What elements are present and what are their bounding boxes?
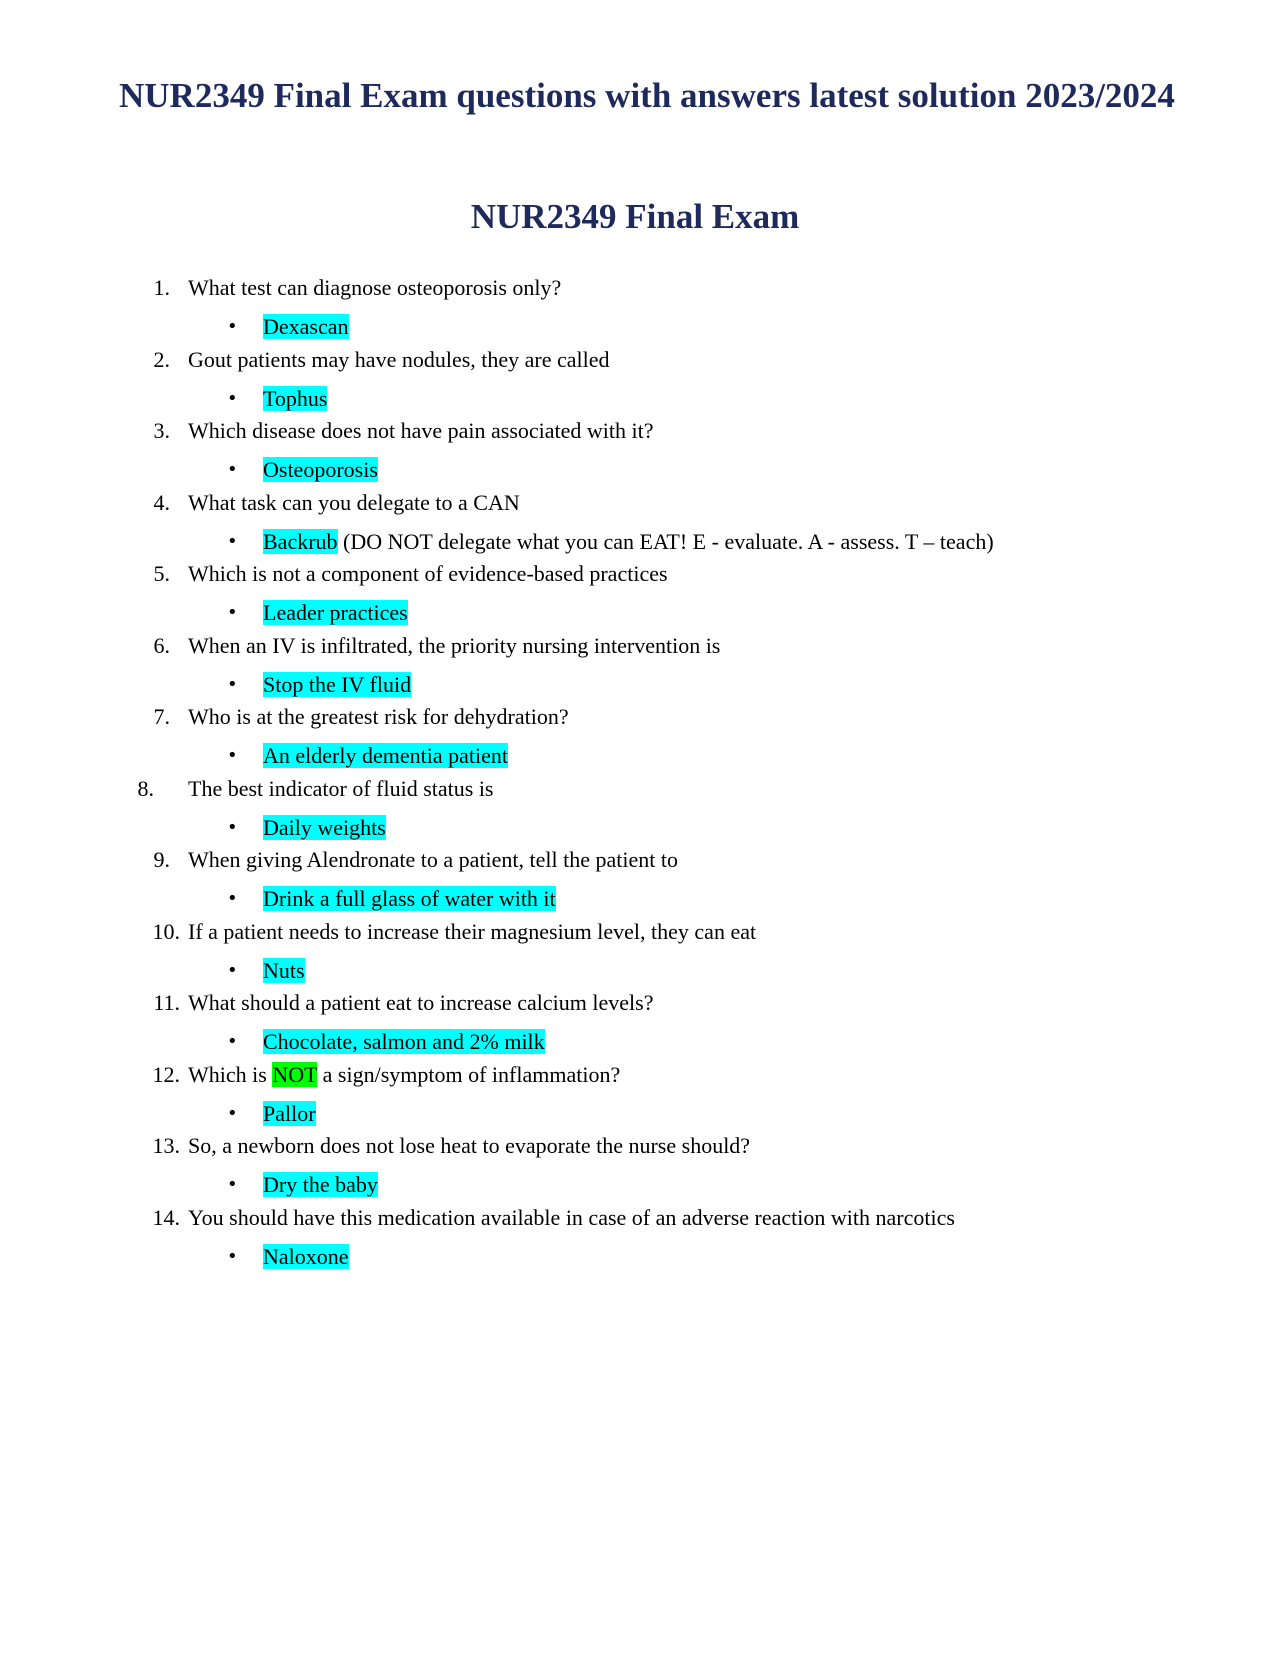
answer-line [263, 457, 378, 483]
answer-highlight: Naloxone [263, 1244, 349, 1269]
answer-highlight: Dexascan [263, 314, 349, 339]
question-text [188, 1062, 620, 1088]
question-text: What test can diagnose osteoporosis only? [188, 275, 562, 300]
answer-highlight: Dry the baby [263, 1172, 378, 1197]
answer-line [263, 1172, 378, 1198]
question-number: 7. [153, 704, 170, 729]
answer-line [263, 314, 349, 340]
bullet-icon: • [227, 674, 238, 695]
answer-highlight: Stop the IV fluid [263, 672, 412, 697]
question-number: 12. [152, 1062, 180, 1087]
answer-line [263, 1244, 349, 1270]
question-number: 11. [153, 990, 180, 1015]
bullet-icon: • [227, 1031, 238, 1052]
answer-line [263, 743, 508, 769]
answer-highlight: Nuts [263, 958, 305, 983]
answer-line [263, 386, 327, 412]
question-text: What should a patient eat to increase calcium levels? [188, 990, 654, 1015]
question-number: 10. [152, 919, 180, 944]
question-text: Gout patients may have nodules, they are called [188, 347, 610, 372]
question-number: 4. [153, 490, 170, 515]
question-number: 9. [153, 847, 170, 872]
question-text-part: Which is [188, 1062, 267, 1087]
bullet-icon: • [227, 817, 238, 838]
question-text: You should have this medication available in case of an adverse reaction with narcotics [188, 1205, 955, 1230]
bullet-icon: • [227, 1246, 238, 1267]
question-text: When an IV is infiltrated, the priority nursing intervention is [188, 633, 721, 658]
answer-highlight: Drink a full glass of water with it [263, 886, 556, 911]
answer-highlight: Osteoporosis [263, 457, 378, 482]
question-text: What task can you delegate to a CAN [188, 490, 520, 515]
bullet-icon: • [227, 888, 238, 909]
answer-line [263, 600, 408, 626]
answer-highlight: Daily weights [263, 815, 386, 840]
bullet-icon: • [227, 388, 238, 409]
answer-line [263, 1101, 316, 1127]
answer-highlight: Backrub [263, 529, 338, 554]
question-number: 1. [153, 275, 170, 300]
document-title: NUR2349 Final Exam questions with answers latest solution 2023/2024 [119, 76, 1175, 115]
question-text-part: a sign/symptom of inflammation? [322, 1062, 621, 1087]
question-number: 5. [153, 561, 170, 586]
question-number: 3. [153, 418, 170, 443]
question-number: 8. [137, 776, 154, 801]
bullet-icon: • [227, 531, 238, 552]
answer-line [263, 529, 994, 555]
question-text: If a patient needs to increase their magnesium level, they can eat [188, 919, 757, 944]
bullet-icon: • [227, 459, 238, 480]
bullet-icon: • [227, 745, 238, 766]
question-text: Which disease does not have pain associated with it? [188, 418, 654, 443]
answer-highlight: Pallor [263, 1101, 316, 1126]
question-number: 2. [153, 347, 170, 372]
question-text: Who is at the greatest risk for dehydration? [188, 704, 569, 729]
answer-highlight: Chocolate, salmon and 2% milk [263, 1029, 545, 1054]
exam-subtitle: NUR2349 Final Exam [470, 197, 800, 236]
answer-highlight: An elderly dementia patient [263, 743, 508, 768]
question-text: When giving Alendronate to a patient, tell the patient to [188, 847, 678, 872]
question-number: 13. [152, 1133, 180, 1158]
answer-line [263, 815, 386, 841]
bullet-icon: • [227, 1174, 238, 1195]
answer-line [263, 1029, 545, 1055]
question-text: So, a newborn does not lose heat to evaporate the nurse should? [188, 1133, 751, 1158]
answer-line [263, 958, 305, 984]
answer-line [263, 672, 411, 698]
answer-note: (DO NOT delegate what you can EAT! E - evaluate. A - assess. T – teach) [343, 529, 994, 554]
emphasis-highlight: NOT [272, 1062, 318, 1087]
answer-highlight: Leader practices [263, 600, 408, 625]
answer-line [263, 886, 556, 912]
bullet-icon: • [227, 316, 238, 337]
bullet-icon: • [227, 602, 238, 623]
bullet-icon: • [227, 960, 238, 981]
question-number: 6. [153, 633, 170, 658]
question-text: Which is not a component of evidence-based practices [188, 561, 668, 586]
answer-highlight: Tophus [263, 386, 328, 411]
question-number: 14. [152, 1205, 180, 1230]
question-text: The best indicator of fluid status is [188, 776, 494, 801]
bullet-icon: • [227, 1103, 238, 1124]
